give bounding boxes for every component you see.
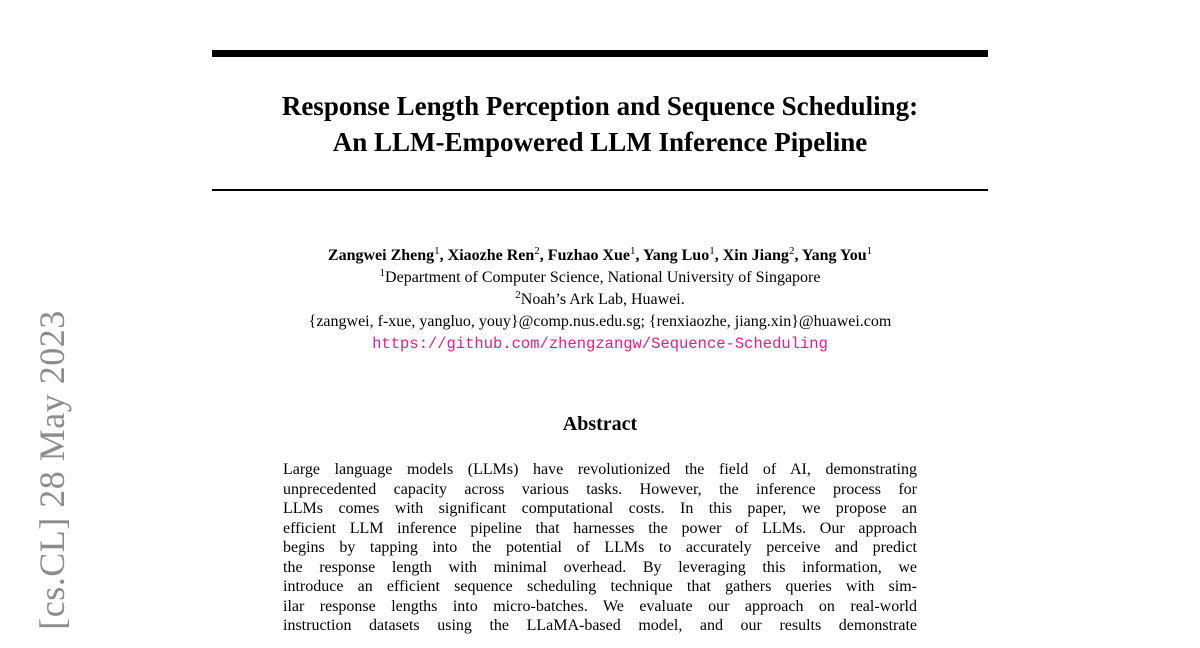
abstract-line: introduce an efficient sequence scheduling technique that gathers queries with sim- — [283, 578, 917, 595]
abstract-heading: Abstract — [562, 413, 638, 435]
arxiv-stamp-text: [cs.CL] 28 May 2023 — [32, 310, 72, 630]
abstract-line: LLMs comes with significant computational costs. In this paper, we propose an — [283, 500, 917, 517]
abstract-body — [283, 460, 917, 636]
author-name: Xiaozhe Ren — [447, 247, 535, 264]
affiliation-text: Department of Computer Science, National University of Singapore — [385, 269, 821, 286]
author-separator: , — [714, 247, 723, 264]
author-separator: , — [539, 247, 548, 264]
author-affiliation-mark: 1 — [709, 245, 715, 257]
abstract-line: the response length with minimal overhead. By leveraging this information, we — [283, 558, 917, 576]
affiliation-line — [212, 289, 988, 311]
paper-title — [212, 88, 988, 160]
author-emails: {zangwei, f-xue, yangluo, youy}@comp.nus.edu.sg; {renxiaozhe, jiang.xin}@huawei.com — [308, 313, 892, 330]
code-link-row — [212, 333, 988, 355]
author-name: Fuzhao Xue — [547, 247, 631, 264]
affiliation-line — [212, 267, 988, 289]
author-affiliation-mark: 2 — [788, 245, 795, 257]
affiliation-mark: 1 — [379, 267, 386, 279]
arxiv-side-stamp — [22, 0, 82, 648]
abstract-line: efficient LLM inference pipeline that harnesses the power of LLMs. Our approach — [283, 519, 917, 537]
author-separator: , — [794, 247, 802, 264]
author-name: Zangwei Zheng — [327, 247, 435, 264]
author-affiliation-mark: 1 — [434, 245, 440, 257]
abstract-line: instruction datasets using the LLaMA-based model, and our results demonstrate — [283, 617, 917, 634]
author-affiliation-mark: 1 — [866, 245, 873, 257]
author-name: Yang Luo — [642, 247, 710, 264]
affiliation-mark: 2 — [515, 289, 521, 301]
title-bottom-rule — [212, 189, 988, 191]
authors-block — [212, 245, 988, 355]
author-name: Yang You — [801, 247, 867, 264]
author-separator: , — [439, 247, 448, 264]
author-list — [212, 245, 988, 267]
abstract-line: begins by tapping into the potential of LLMs to accurately perceive and predict — [283, 539, 917, 556]
title-line-1: Response Length Perception and Sequence Scheduling: — [281, 91, 919, 121]
abstract-line: unprecedented capacity across various tasks. However, the inference process for — [283, 480, 917, 498]
author-affiliation-mark: 2 — [534, 245, 540, 257]
abstract-line: ilar response lengths into micro-batches. We evaluate our approach on real-world — [283, 597, 917, 615]
abstract-line: Large language models (LLMs) have revolutionized the field of AI, demonstrating — [283, 461, 917, 478]
author-affiliation-mark: 1 — [630, 245, 636, 257]
author-separator: , — [635, 247, 643, 264]
code-repository-link[interactable]: https://github.com/zhengzangw/Sequence-Scheduling — [372, 335, 828, 353]
author-name: Xin Jiang — [722, 247, 789, 264]
title-line-2: An LLM-Empowered LLM Inference Pipeline — [332, 127, 868, 157]
affiliation-text: Noah’s Ark Lab, Huawei. — [520, 291, 685, 308]
title-top-rule — [212, 50, 988, 57]
